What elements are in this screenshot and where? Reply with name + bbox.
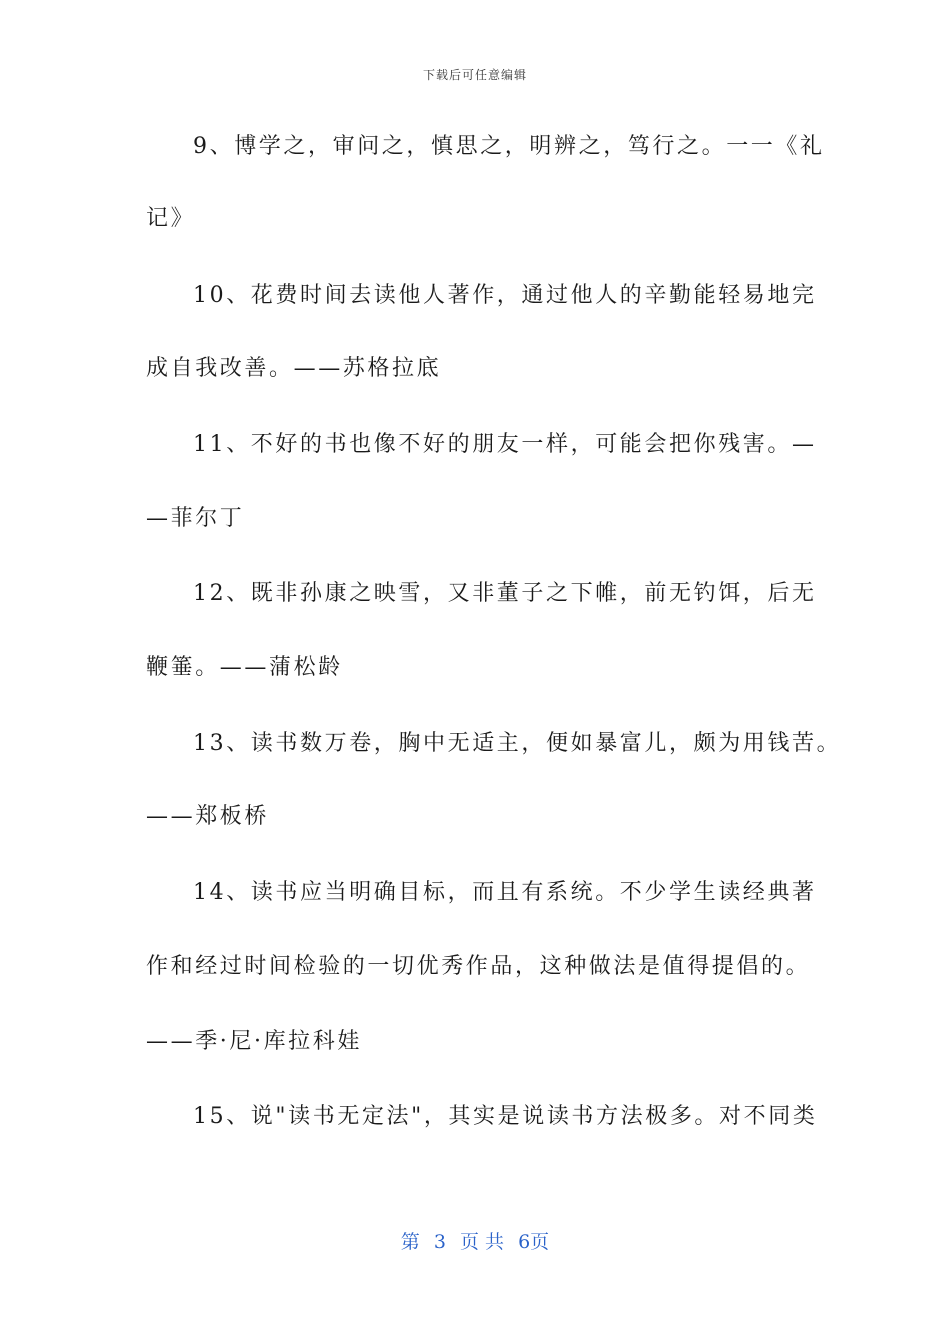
quote-15-line-1: 15、说"读书无定法"，其实是说读书方法极多。对不同类 [193, 1104, 818, 1129]
quote-10-line-2: 成自我改善。——苏格拉底 [146, 356, 442, 381]
quote-14-line-2: 作和经过时间检验的一切优秀作品，这种做法是值得提倡的。 [146, 954, 811, 979]
quote-11-line-2: —菲尔丁 [146, 506, 245, 531]
footer-current-page: 3 [433, 1231, 446, 1253]
quote-14-line-1: 14、读书应当明确目标，而且有系统。不少学生读经典著 [193, 880, 817, 905]
quote-13-line-1: 13、读书数万卷，胸中无适主，便如暴富儿，颇为用钱苦。 [193, 731, 842, 756]
quote-12-line-2: 鞭箠。——蒲松龄 [146, 655, 343, 680]
page-footer [0, 1227, 950, 1254]
quote-10-line-1: 10、花费时间去读他人著作，通过他人的辛勤能轻易地完 [193, 283, 817, 308]
quote-13-line-2: ——郑板桥 [146, 804, 270, 829]
footer-total-pages: 6页 [518, 1231, 550, 1253]
quote-9-line-1: 9、博学之，审问之，慎思之，明辨之，笃行之。一一《礼 [193, 134, 825, 159]
quote-14-line-3: ——季·尼·库拉科娃 [146, 1029, 362, 1054]
footer-page-label: 第 [400, 1231, 420, 1253]
quote-11-line-1: 11、不好的书也像不好的朋友一样，可能会把你残害。— [193, 432, 817, 457]
page-header: 下载后可任意编辑 [422, 68, 527, 82]
quote-12-line-1: 12、既非孙康之映雪，又非董子之下帷，前无钓饵，后无 [193, 581, 817, 606]
quote-9-line-2: 记》 [146, 206, 196, 231]
footer-of-label: 页 共 [460, 1231, 505, 1253]
